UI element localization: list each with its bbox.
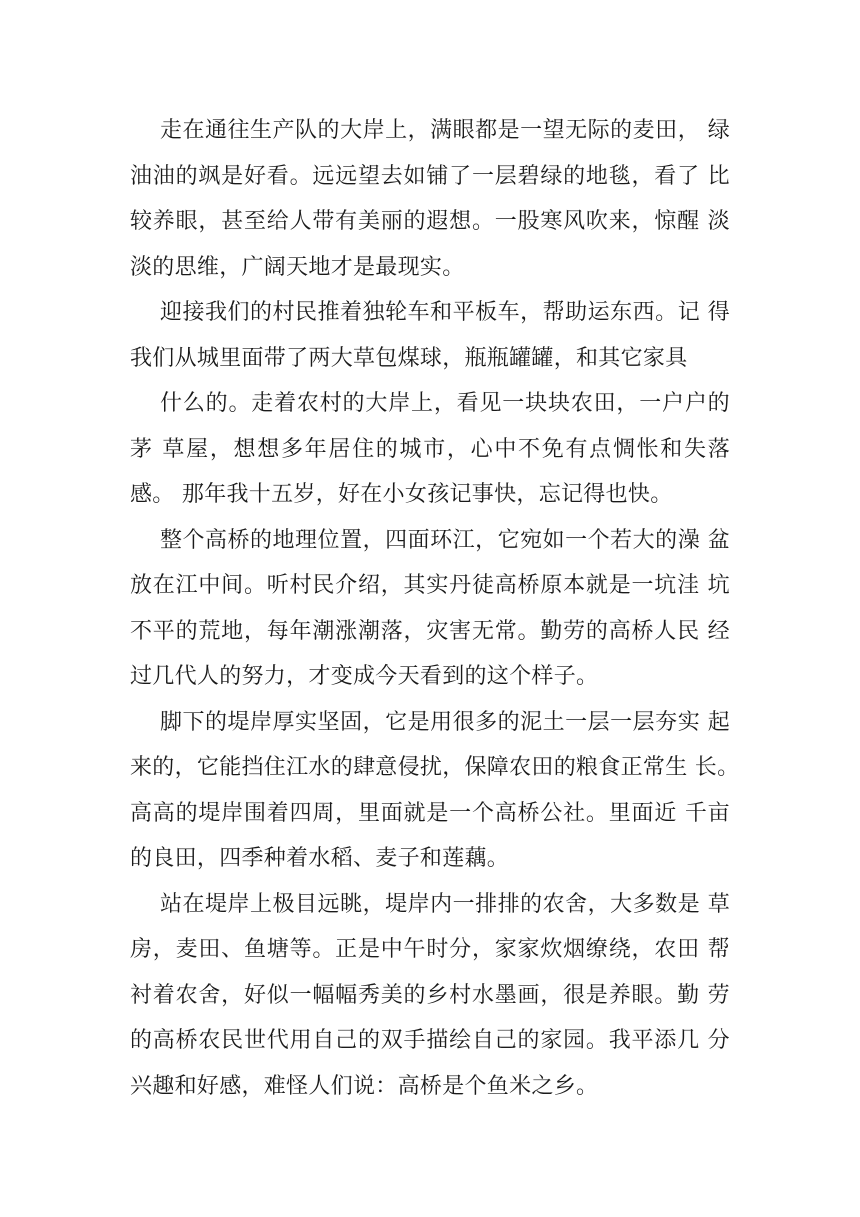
paragraph-5 xyxy=(130,700,740,882)
text-line: 淡的思维，广阔天地才是最现实。 xyxy=(130,254,465,280)
text-line: 房，麦田、鱼塘等。正是中午时分，家家炊烟缭绕，农田 帮 xyxy=(130,937,730,962)
text-line: 站在堤岸上极目远眺，堤岸内一排排的农舍，大多数是 草 xyxy=(160,891,730,917)
text-line: 整个高桥的地理位置，四面环江，它宛如一个若大的澡 盆 xyxy=(160,527,730,553)
paragraph-2 xyxy=(130,290,730,381)
text-line: 什么的。走着农村的大岸上，看见一块块农田，一户户的 xyxy=(160,391,730,416)
paragraph-3 xyxy=(130,381,730,518)
text-line: 放在江中间。听村民介绍，其实丹徒高桥原本就是一坑洼 坑 xyxy=(130,573,730,598)
text-line: 高高的堤岸围着四周，里面就是一个高桥公社。里面近 千亩 xyxy=(130,800,730,826)
text-line: 的良田，四季种着水稻、麦子和莲藕。 xyxy=(130,846,510,871)
text-line: 迎接我们的村民推着独轮车和平板车，帮助运东西。记 得 xyxy=(160,300,730,325)
paragraph-4 xyxy=(130,518,730,700)
text-line: 感。 那年我十五岁，好在小女孩记事快，忘记得也快。 xyxy=(130,482,673,507)
text-line: 茅 草屋，想想多年居住的城市，心中不免有点惆怅和失落 xyxy=(130,436,730,462)
text-line: 我们从城里面带了两大草包煤球，瓶瓶罐罐，和其它家具 xyxy=(130,345,688,371)
paragraph-6 xyxy=(130,882,730,1110)
text-line: 过几代人的努力，才变成今天看到的这个样子。 xyxy=(130,664,599,689)
text-line: 较养眼，甚至给人带有美丽的遐想。一股寒风吹来，惊醒 淡 xyxy=(130,209,730,234)
text-line: 走在通往生产队的大岸上，满眼都是一望无际的麦田， 绿 xyxy=(160,118,730,143)
text-line: 衬着农舍，好似一幅幅秀美的乡村水墨画，很是养眼。勤 劳 xyxy=(130,982,730,1008)
paragraph-1 xyxy=(130,108,730,290)
text-line: 不平的荒地，每年潮涨潮落，灾害无常。勤劳的高桥人民 经 xyxy=(130,618,730,644)
text-line: 油油的飒是好看。远远望去如铺了一层碧绿的地毯，看了 比 xyxy=(130,163,730,189)
text-line: 兴趣和好感，难怪人们说：高桥是个鱼米之乡。 xyxy=(130,1073,599,1099)
text-line: 的高桥农民世代用自己的双手描绘自己的家园。我平添几 分 xyxy=(130,1028,730,1053)
text-line: 脚下的堤岸厚实坚固，它是用很多的泥土一层一层夯实 起 xyxy=(160,709,730,735)
text-line: 来的，它能挡住江水的肆意侵扰，保障农田的粮食正常生 长。 xyxy=(130,755,740,780)
document-body xyxy=(130,108,740,1109)
